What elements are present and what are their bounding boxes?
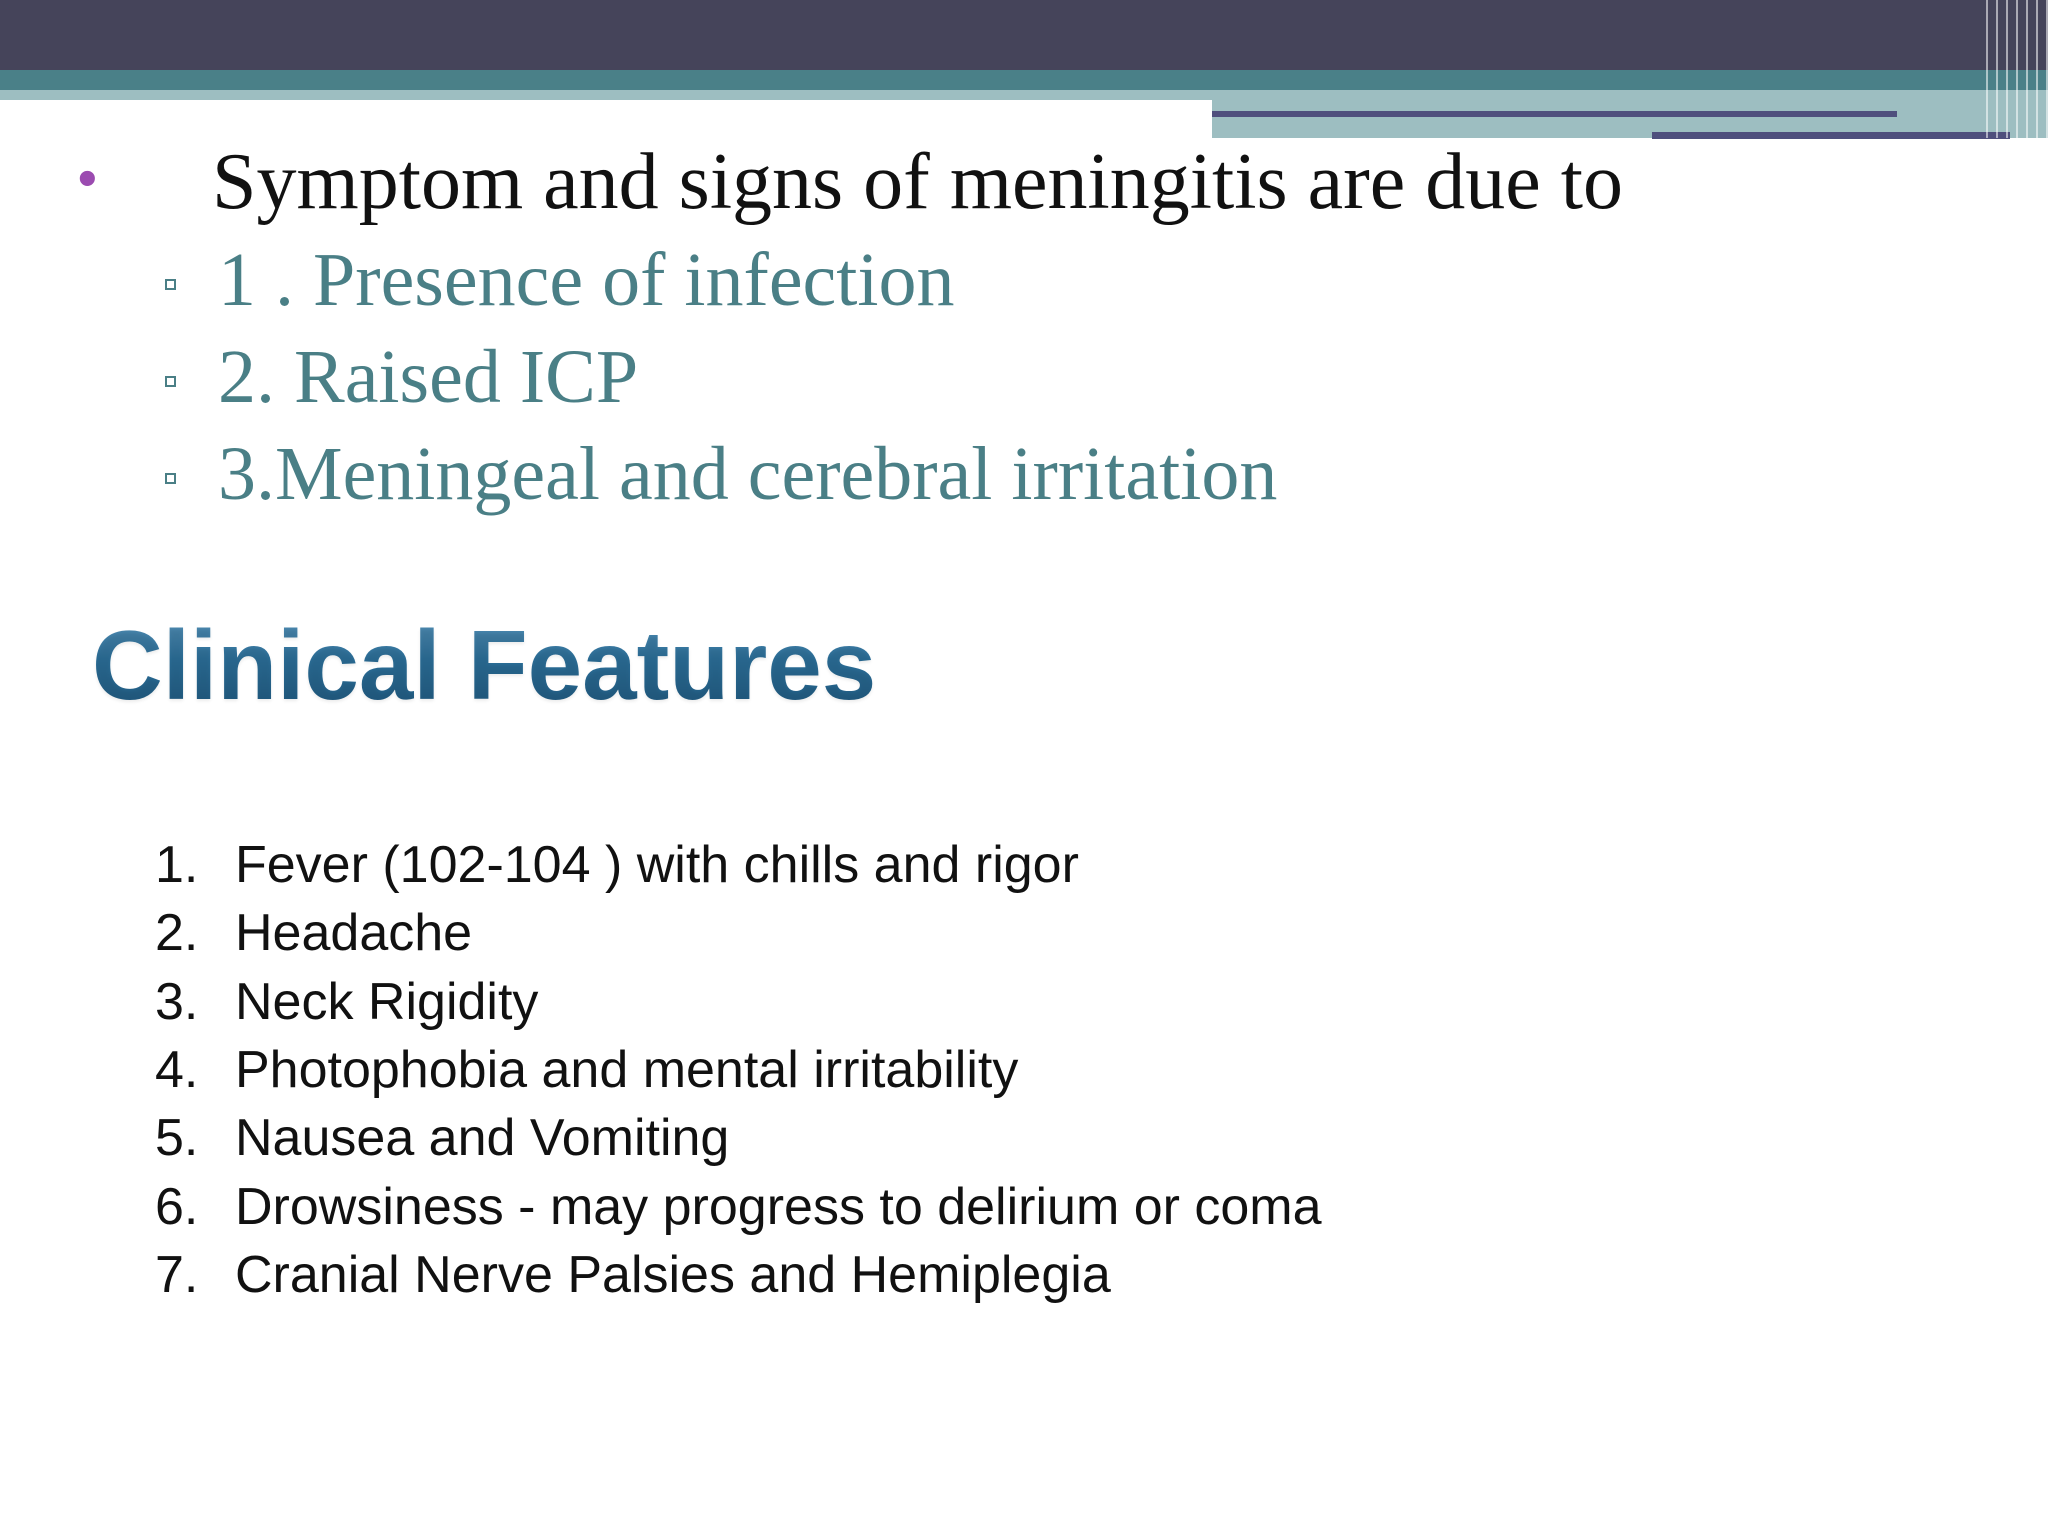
header-edge-lines [1986, 0, 2048, 138]
list-item [155, 1172, 1655, 1240]
clinical-features-heading: Clinical Features [92, 605, 876, 725]
list-item-number: 5. [155, 1109, 199, 1168]
sub-point-list [165, 232, 1665, 523]
list-item-number: 6. [155, 1177, 199, 1236]
list-item [165, 232, 1665, 329]
square-bullet-icon [165, 473, 176, 484]
list-item [155, 1036, 1655, 1104]
header-teal-strip [0, 70, 2048, 90]
list-item [155, 968, 1655, 1036]
list-item-number: 2. [155, 904, 199, 963]
list-item [155, 1104, 1655, 1172]
sub-point-text: 1 . Presence of infection [218, 238, 955, 322]
sub-point-text: 3.Meningeal and cerebral irritation [218, 432, 1278, 516]
list-item-number: 3. [155, 972, 199, 1031]
list-item-text: Fever (102-104 ) with chills and rigor [235, 836, 1079, 895]
bullet-icon: • [72, 151, 103, 211]
square-bullet-icon [165, 279, 176, 290]
list-item-number: 4. [155, 1041, 199, 1100]
list-item-text: Photophobia and mental irritability [235, 1041, 1019, 1100]
list-item [155, 899, 1655, 967]
square-bullet-icon [165, 376, 176, 387]
list-item [165, 329, 1665, 426]
list-item-text: Neck Rigidity [235, 972, 539, 1031]
header-light-strip [0, 90, 1212, 100]
main-bullet-point [72, 132, 1972, 232]
list-item-text: Headache [235, 904, 473, 963]
list-item-text: Cranial Nerve Palsies and Hemiplegia [235, 1245, 1111, 1304]
list-item-text: Drowsiness - may progress to delirium or coma [235, 1177, 1322, 1236]
sub-point-text: 2. Raised ICP [218, 335, 639, 419]
list-item-number: 7. [155, 1245, 199, 1304]
main-bullet-text: Symptom and signs of meningitis are due to [212, 138, 1623, 226]
header-navy-line [1212, 111, 1897, 117]
list-item-text: Nausea and Vomiting [235, 1109, 730, 1168]
clinical-features-list [155, 831, 1655, 1309]
list-item [155, 831, 1655, 899]
list-item-number: 1. [155, 836, 199, 895]
list-item [155, 1241, 1655, 1309]
header-dark-band [0, 0, 2048, 70]
list-item [165, 426, 1665, 523]
